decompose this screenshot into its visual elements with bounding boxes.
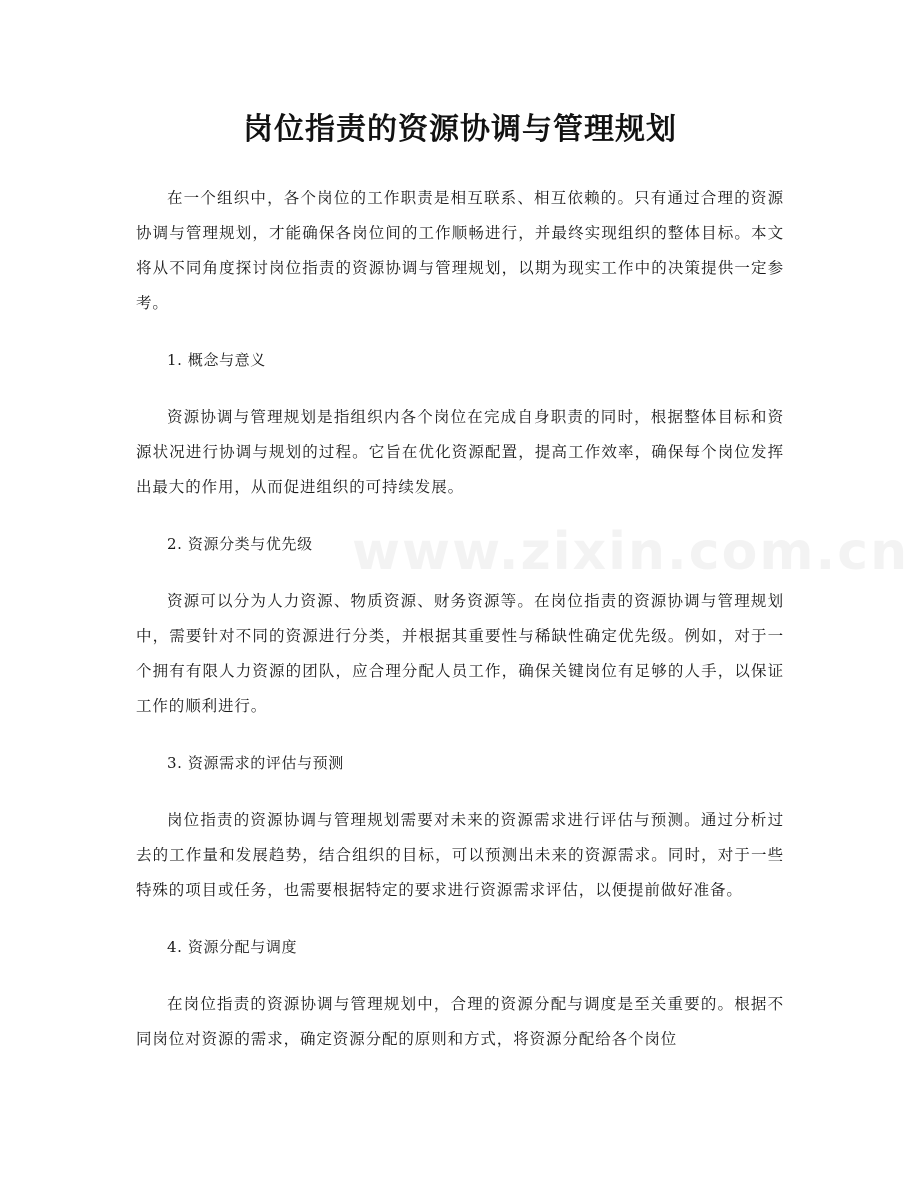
page-title: 岗位指责的资源协调与管理规划 — [243, 112, 677, 147]
watermark: www.zixin.com.cn — [352, 522, 910, 582]
section-body-2: 资源可以分为人力资源、物质资源、财务资源等。在岗位指责的资源协调与管理规划中，需要针对不同的资源进行分类，并根据其重要性与稀缺性确定优先级。例如，对于一个拥有有限人力资源的团队，应合理分配人员工作，确保关键岗位有足够的人手，以保证工作的顺利进行。 — [136, 592, 784, 715]
document-body — [136, 181, 784, 1079]
section-heading-3: 3. 资源需求的评估与预测 — [167, 754, 344, 772]
section-heading-1: 1. 概念与意义 — [167, 351, 266, 369]
section-body-3: 岗位指责的资源协调与管理规划需要对未来的资源需求进行评估与预测。通过分析过去的工作量和发展趋势，结合组织的目标，可以预测出未来的资源需求。同时，对于一些特殊的项目或任务，也需要根据特定的要求进行资源需求评估，以便提前做好准备。 — [136, 811, 784, 899]
section-heading-2: 2. 资源分类与优先级 — [167, 535, 313, 553]
section-heading-4: 4. 资源分配与调度 — [167, 938, 298, 956]
section-body-1: 资源协调与管理规划是指组织内各个岗位在完成自身职责的同时，根据整体目标和资源状况进行协调与规划的过程。它旨在优化资源配置，提高工作效率，确保每个岗位发挥出最大的作用，从而促进组织的可持续发展。 — [136, 408, 784, 496]
intro-paragraph: 在一个组织中，各个岗位的工作职责是相互联系、相互依赖的。只有通过合理的资源协调与管理规划，才能确保各岗位间的工作顺畅进行，并最终实现组织的整体目标。本文将从不同角度探讨岗位指责的资源协调与管理规划，以期为现实工作中的决策提供一定参考。 — [136, 189, 784, 312]
section-body-4: 在岗位指责的资源协调与管理规划中，合理的资源分配与调度是至关重要的。根据不同岗位对资源的需求，确定资源分配的原则和方式，将资源分配给各个岗位 — [136, 995, 784, 1048]
